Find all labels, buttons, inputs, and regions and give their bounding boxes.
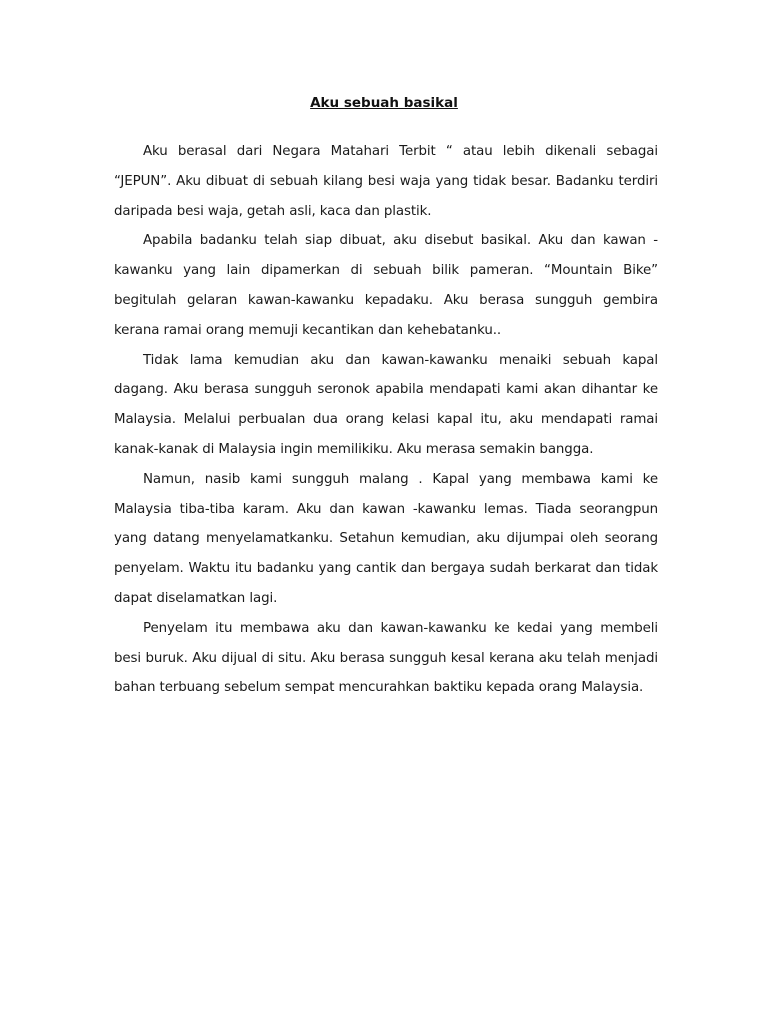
paragraph-4: Namun, nasib kami sungguh malang . Kapal yang membawa kami ke Malaysia tiba-tiba karam. Aku dan kawan -kawanku lemas. Tiada seorangpun yang datang menyelamatkanku. Setahun kemudian, aku dijumpai oleh seorang penyelam. Waktu itu badanku yang cantik dan bergaya sudah berkarat dan tidak dapat diselamatkan lagi.: [114, 471, 658, 606]
document-body: [114, 137, 658, 703]
paragraph-3: Tidak lama kemudian aku dan kawan-kawanku menaiki sebuah kapal dagang. Aku berasa sungguh seronok apabila mendapati kami akan dihantar ke Malaysia. Melalui perbualan dua orang kelasi kapal itu, aku mendapati ramai kanak-kanak di Malaysia ingin memilikiku. Aku merasa semakin bangga.: [114, 352, 658, 457]
paragraph-1: Aku berasal dari Negara Matahari Terbit “ atau lebih dikenali sebagai “JEPUN”. Aku dibuat di sebuah kilang besi waja yang tidak besar. Badanku terdiri daripada besi waja, getah asli, kaca dan plastik.: [114, 144, 658, 219]
document-title: Aku sebuah basikal: [310, 95, 458, 111]
paragraph-2: Apabila badanku telah siap dibuat, aku disebut basikal. Aku dan kawan -kawanku yang lain dipamerkan di sebuah bilik pameran. “Mountain Bike” begitulah gelaran kawan-kawanku kepadaku. Aku berasa sungguh gembira kerana ramai orang memuji kecantikan dan kehebatanku..: [114, 233, 658, 338]
paragraph-5: Penyelam itu membawa aku dan kawan-kawanku ke kedai yang membeli besi buruk. Aku dijual di situ. Aku berasa sungguh kesal kerana aku telah menjadi bahan terbuang sebelum sempat mencurahkan baktiku kepada orang Malaysia.: [114, 620, 658, 696]
